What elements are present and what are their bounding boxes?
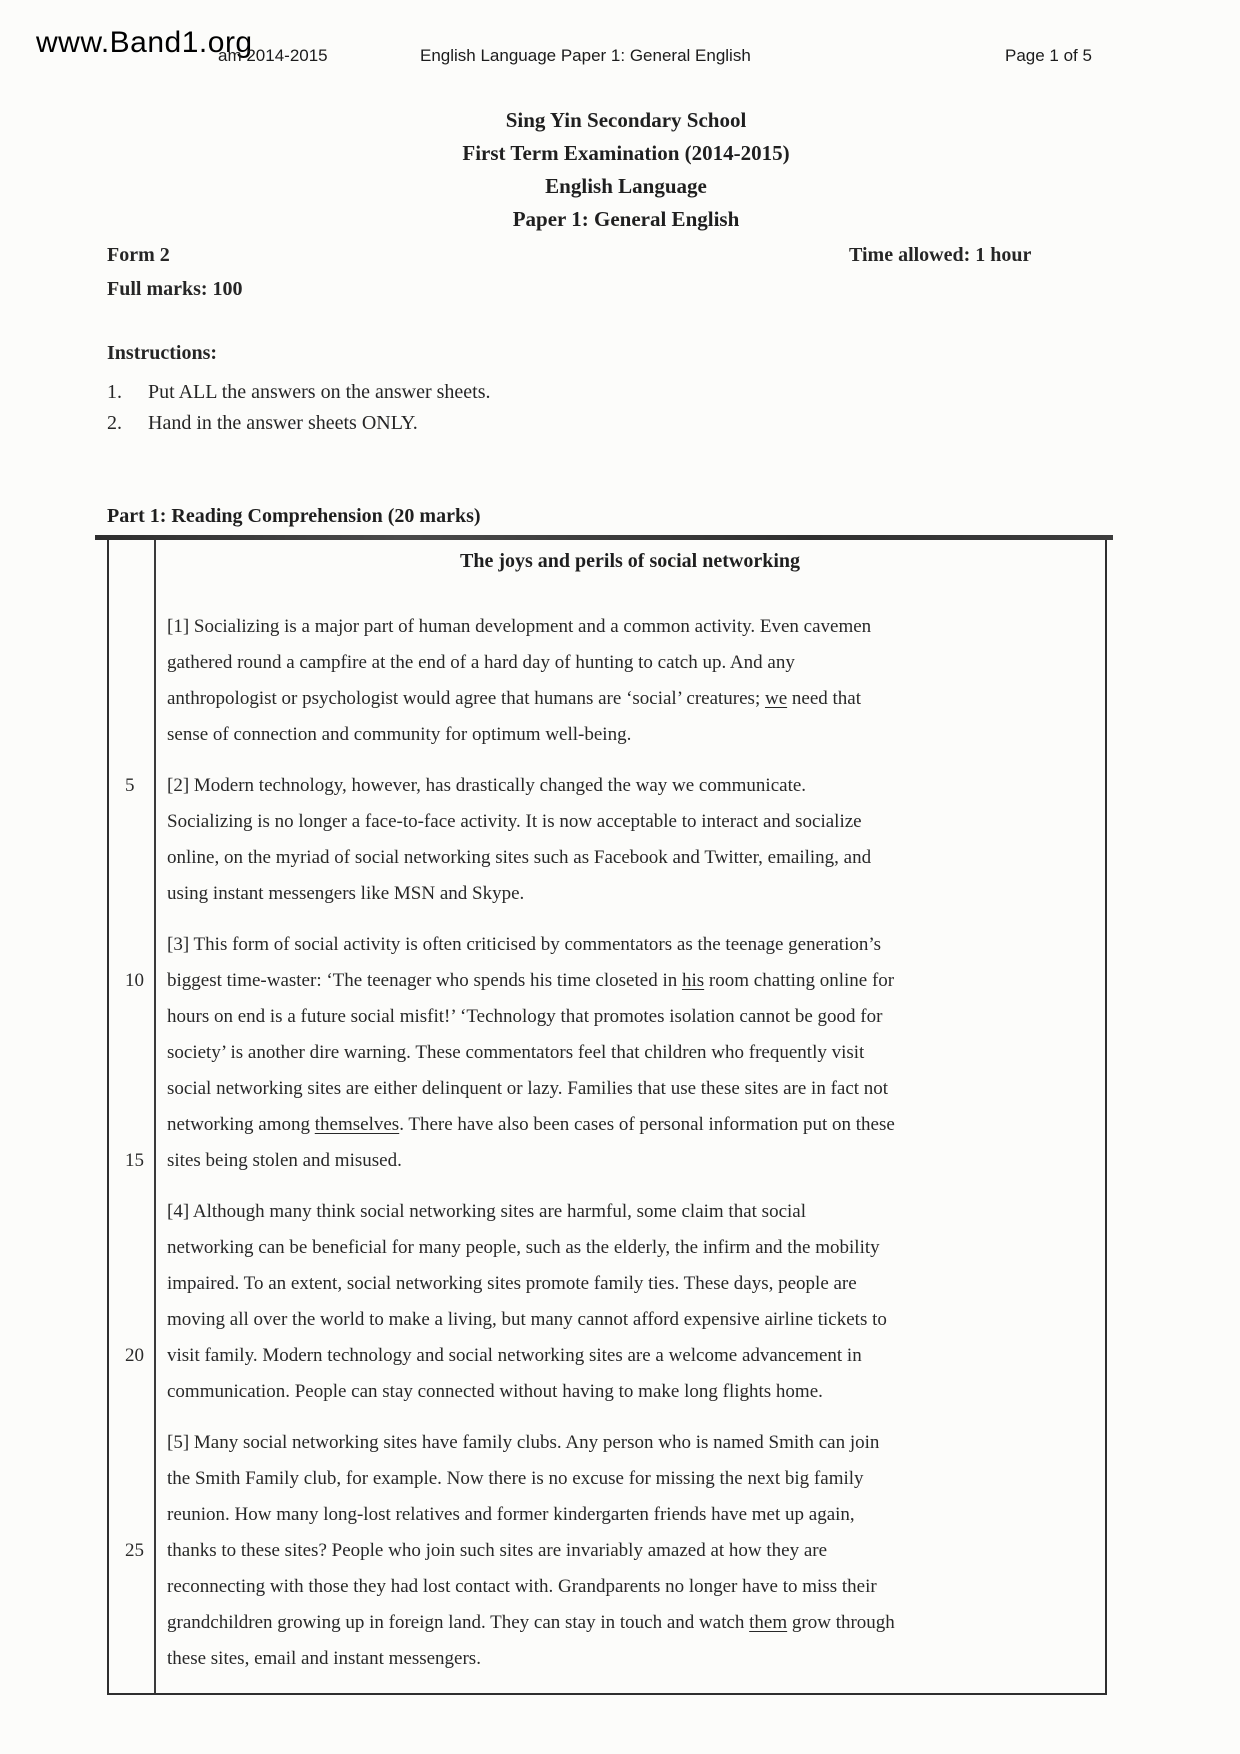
- form-label: Form 2: [107, 244, 170, 266]
- passage-line: 25 thanks to these sites? People who join such sites are invariably amazed at how they are: [167, 1533, 1093, 1569]
- line-number: 20: [125, 1345, 144, 1366]
- line-number: 10: [125, 970, 144, 991]
- instructions-section: [107, 342, 1007, 439]
- passage-line: 10 biggest time-waster: ‘The teenager who spends his time closeted in his room chatting online for: [167, 963, 1093, 999]
- instruction-text: Hand in the answer sheets ONLY.: [148, 412, 418, 434]
- passage-title: The joys and perils of social networking: [459, 550, 801, 572]
- reading-passage-box: [107, 540, 1107, 1695]
- instructions-heading: Instructions:: [107, 342, 218, 364]
- passage-line: moving all over the world to make a living, but many cannot afford expensive airline tickets to: [167, 1309, 887, 1330]
- line-number: 5: [125, 775, 135, 796]
- passage-paragraph: [125, 1194, 1093, 1410]
- passage-line: social networking sites are either delinquent or lazy. Families that use these sites are in fact not: [167, 1078, 889, 1099]
- passage-paragraph: [125, 768, 1093, 912]
- passage-line: reunion. How many long-lost relatives and former kindergarten friends have met up again,: [167, 1504, 855, 1525]
- passage-line: [3] This form of social activity is often criticised by commentators as the teenage generation’s: [167, 934, 882, 955]
- passage-line: [1] Socializing is a major part of human development and a common activity. Even cavemen: [167, 616, 872, 637]
- line-number: 15: [125, 1150, 144, 1171]
- passage-line: using instant messengers like MSN and Skype.: [167, 883, 525, 904]
- passage-paragraph: [167, 609, 1093, 753]
- passage-line: sense of connection and community for optimum well-being.: [167, 724, 632, 745]
- band1-watermark: www.Band1.org: [36, 26, 253, 59]
- passage-line: Socializing is no longer a face-to-face activity. It is now acceptable to interact and socialize: [167, 811, 862, 832]
- full-marks-label: Full marks: 100: [107, 278, 243, 300]
- passage-line: online, on the myriad of social networking sites such as Facebook and Twitter, emailing, and: [167, 847, 872, 868]
- passage-line: reconnecting with those they had lost contact with. Grandparents no longer have to miss their: [167, 1576, 877, 1597]
- subject-name: English Language: [545, 174, 707, 198]
- underlined-word: themselves: [314, 1114, 400, 1135]
- passage-line: these sites, email and instant messengers.: [167, 1648, 481, 1669]
- line-number: 25: [125, 1540, 144, 1561]
- passage-line: society’ is another dire warning. These commentators feel that children who frequently visit: [167, 1042, 865, 1063]
- passage-line: [5] Many social networking sites have family clubs. Any person who is named Smith can join: [167, 1432, 880, 1453]
- passage-line: communication. People can stay connected without having to make long flights home.: [167, 1381, 823, 1402]
- header-page-indicator: Page 1 of 5: [1005, 46, 1092, 65]
- passage-line: networking can be beneficial for many people, such as the elderly, the infirm and the mobility: [167, 1237, 880, 1258]
- time-allowed-label: Time allowed: 1 hour: [849, 244, 1032, 266]
- passage-line: 20 visit family. Modern technology and social networking sites are a welcome advancement in: [167, 1338, 1093, 1374]
- header-exam-ref: am 2014-2015: [218, 46, 328, 65]
- passage-line: [4] Although many think social networking sites are harmful, some claim that social: [167, 1201, 806, 1222]
- title-block: [0, 104, 1240, 236]
- instruction-number: 1.: [107, 381, 122, 403]
- passage-line: 15 sites being stolen and misused.: [167, 1143, 1093, 1179]
- passage-line: hours on end is a future social misfit!’ ‘Technology that promotes isolation cannot be good for: [167, 1006, 883, 1027]
- passage-line: gathered round a campfire at the end of a hard day of hunting to catch up. And any: [167, 652, 795, 673]
- paper-name: Paper 1: General English: [512, 207, 740, 231]
- underlined-word: them: [749, 1612, 788, 1633]
- passage-paragraph: [125, 1425, 1093, 1677]
- instruction-item: [107, 377, 1007, 408]
- passage-line: anthropologist or psychologist would agree that humans are ‘social’ creatures; we need that: [167, 688, 861, 709]
- underlined-word: we: [764, 688, 788, 709]
- passage-line: the Smith Family club, for example. Now there is no excuse for missing the next big family: [167, 1468, 864, 1489]
- instruction-number: 2.: [107, 412, 122, 434]
- exam-name: First Term Examination (2014-2015): [462, 141, 790, 165]
- passage-line: 5 [2] Modern technology, however, has drastically changed the way we communicate.: [167, 768, 1093, 804]
- underlined-word: his: [681, 970, 705, 991]
- passage-line: networking among themselves. There have also been cases of personal information put on these: [167, 1114, 895, 1135]
- part1-heading: Part 1: Reading Comprehension (20 marks): [107, 505, 481, 527]
- school-name: Sing Yin Secondary School: [505, 108, 747, 132]
- header-running-title: English Language Paper 1: General English: [420, 46, 751, 65]
- instruction-item: [107, 408, 1007, 439]
- passage-lines: [125, 609, 1093, 1677]
- passage-line: impaired. To an extent, social networking sites promote family ties. These days, people are: [167, 1273, 857, 1294]
- passage-line: grandchildren growing up in foreign land. They can stay in touch and watch them grow through: [167, 1612, 895, 1633]
- passage-paragraph: [125, 927, 1093, 1179]
- instruction-text: Put ALL the answers on the answer sheets.: [148, 381, 491, 403]
